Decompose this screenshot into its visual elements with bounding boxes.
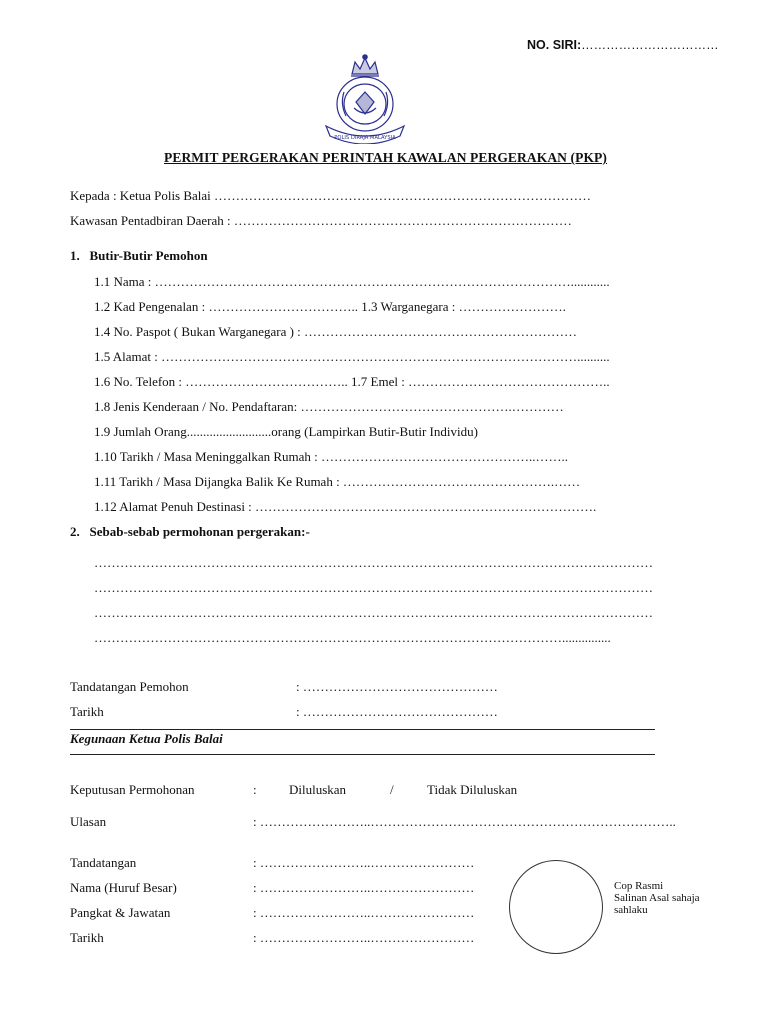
- officer-rank-value: : ……………………..……………………: [253, 905, 475, 920]
- officer-date-value: : ……………………..……………………: [253, 930, 475, 945]
- crest-ribbon-text: POLIS DIRAJA MALAYSIA: [334, 135, 396, 141]
- field-jumlah-orang: 1.9 Jumlah Orang..........................orang (Lampirkan Butir-Butir Individu): [94, 424, 478, 439]
- officer-signature-value: : ……………………..……………………: [253, 855, 475, 870]
- section1-heading: 1. Butir-Butir Pemohon: [70, 248, 208, 263]
- officer-signature-label: Tandatangan: [70, 855, 137, 870]
- decision-not-approved: Tidak Diluluskan: [427, 782, 518, 797]
- stamp-note: [614, 880, 700, 916]
- field-alamat-destinasi: 1.12 Alamat Penuh Destinasi : …………………………………………………………………….: [94, 499, 597, 514]
- applicant-date-value: : ………………………………………: [296, 704, 498, 719]
- officer-name-value: : ……………………..……………………: [253, 880, 475, 895]
- officer-date-label: Tarikh: [70, 930, 104, 945]
- decision-approved: Diluluskan: [289, 782, 347, 797]
- applicant-signature-label: Tandatangan Pemohon: [70, 679, 189, 694]
- reason-line-4: ………………………………………………………………………………………………...............: [94, 630, 611, 645]
- stamp-note-line-2: Salinan Asal sahaja: [614, 892, 700, 904]
- serial-number: [527, 38, 719, 52]
- field-nama: 1.1 Nama : ……………………………………………………………………………………............: [94, 274, 610, 289]
- polis-diraja-malaysia-crest-icon: [320, 52, 410, 144]
- officer-name-label: Nama (Huruf Besar): [70, 880, 177, 895]
- stamp-note-line-3: sahlaku: [614, 904, 648, 916]
- field-no-paspot: 1.4 No. Paspot ( Bukan Warganegara ) : ………………………………………………………: [94, 324, 578, 339]
- official-stamp-circle: [509, 860, 603, 954]
- page-title: PERMIT PERGERAKAN PERINTAH KAWALAN PERGERAKAN (PKP): [164, 150, 607, 165]
- field-kad-pengenalan: 1.2 Kad Pengenalan : …………………………….. 1.3 Warganegara : …………………….: [94, 299, 566, 314]
- decision-slash: /: [390, 782, 394, 797]
- police-crest: [320, 52, 410, 144]
- serial-dots: ……………………………: [581, 38, 719, 52]
- reason-line-2: …………………………………………………………………………………………………………………: [94, 580, 653, 595]
- recipient-kawasan: Kawasan Pentadbiran Daerah : ……………………………………………………………………: [70, 213, 572, 228]
- reason-line-1: …………………………………………………………………………………………………………………: [94, 555, 653, 570]
- applicant-date-label: Tarikh: [70, 704, 104, 719]
- field-masa-balik-rumah: 1.11 Tarikh / Masa Dijangka Balik Ke Rumah : ………………………………………….……: [94, 474, 581, 489]
- official-top-rule: [70, 729, 655, 730]
- official-bottom-rule: [70, 754, 655, 755]
- official-heading: Kegunaan Ketua Polis Balai: [70, 731, 223, 746]
- remarks-label: Ulasan: [70, 814, 107, 829]
- decision-colon: :: [253, 782, 257, 797]
- stamp-note-line-1: Cop Rasmi: [614, 880, 664, 892]
- field-alamat: 1.5 Alamat : ……………………………………………………………………………………..........: [94, 349, 610, 364]
- field-masa-meninggalkan-rumah: 1.10 Tarikh / Masa Meninggalkan Rumah : …………………………………………..……..: [94, 449, 569, 464]
- serial-label: NO. SIRI:: [527, 38, 582, 52]
- recipient-kepada: Kepada : Ketua Polis Balai ……………………………………………………………………………: [70, 188, 592, 203]
- officer-rank-label: Pangkat & Jawatan: [70, 905, 171, 920]
- applicant-signature-value: : ………………………………………: [296, 679, 498, 694]
- decision-label: Keputusan Permohonan: [70, 782, 195, 797]
- reason-line-3: …………………………………………………………………………………………………………………: [94, 605, 653, 620]
- section2-heading: 2. Sebab-sebab permohonan pergerakan:-: [70, 524, 310, 539]
- field-jenis-kenderaan: 1.8 Jenis Kenderaan / No. Pendaftaran: ………………………………………….…………: [94, 399, 564, 414]
- field-no-telefon: 1.6 No. Telefon : ……………………………….. 1.7 Emel : ………………………………………..: [94, 374, 610, 389]
- remarks-value: : ……………………..……………………………………………………………..: [253, 814, 676, 829]
